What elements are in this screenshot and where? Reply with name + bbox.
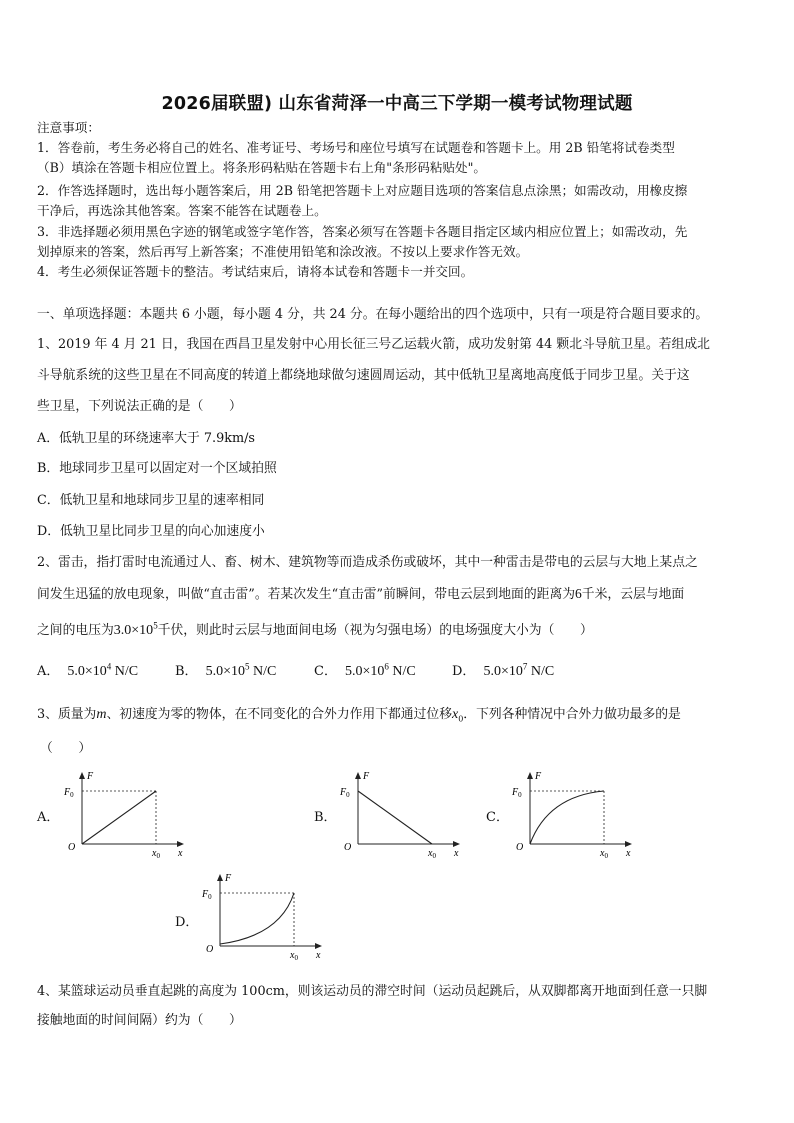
graph-c <box>508 768 638 860</box>
option-c: C． $5.0\times 10^6$ N/C <box>314 661 416 679</box>
notice-line: 划掉原来的答案，然后再写上新答案；不准使用铅笔和涂改液。不按以上要求作答无效。 <box>37 244 529 259</box>
f0-label: $F_0$ <box>64 787 74 799</box>
graph-d <box>198 870 328 962</box>
x0-label: $x_0$ <box>290 950 298 962</box>
x0-label: $x_0$ <box>600 848 608 860</box>
f0-label: $F_0$ <box>340 787 350 799</box>
y-arrow-icon <box>217 874 223 881</box>
section-heading: 一、单项选择题：本题共 6 小题，每小题 4 分，共 24 分。在每小题给出的四个选项中，只有一项是符合题目要求的。 <box>37 307 709 322</box>
x-label: x <box>316 950 321 961</box>
notice-line: 4．考生必须保证答题卡的整洁。考试结束后，请将本试卷和答题卡一并交回。 <box>37 264 474 279</box>
y-arrow-icon <box>79 772 85 779</box>
question-text: 1、2019 年 4 月 21 日，我国在西昌卫星发射中心用长征三号乙运载火箭，成功发射第 44 颗北斗导航卫星。若组成北 <box>37 337 710 352</box>
option-d: D．低轨卫星比同步卫星的向心加速度小 <box>37 524 265 539</box>
x-arrow-icon <box>625 841 632 847</box>
option-a: A． $5.0\times 10^4$ N/C <box>37 661 139 679</box>
question-text: 接触地面的时间间隔）约为（ ） <box>37 1013 242 1028</box>
option-d-label: D． <box>175 915 199 930</box>
option-d: D． $5.0\times 10^7$ N/C <box>452 661 555 679</box>
x-arrow-icon <box>177 841 184 847</box>
option-b-label: B． <box>314 810 337 825</box>
x-label: x <box>178 848 183 859</box>
option-c-label: C． <box>486 810 509 825</box>
curve <box>358 791 432 844</box>
question-text: 3、质量为m、初速度为零的物体，在不同变化的合外力作用下都通过位移$x_0$．下列各种情况中合外力做功最多的是 <box>37 707 681 724</box>
origin-label: O <box>344 842 352 853</box>
question-text: 间发生迅猛的放电现象，叫做“直击雷”。若某次发生“直击雷”前瞬间，带电云层到地面的距离为6千米，云层与地面 <box>37 586 685 602</box>
x0-label: $x_0$ <box>152 848 160 860</box>
question-text: 2、雷击，指打雷时电流通过人、畜、树木、建筑物等而造成杀伤或破坏，其中一种雷击是带电的云层与大地上某点之 <box>37 555 698 570</box>
x-arrow-icon <box>315 943 322 949</box>
notice-line: （B）填涂在答题卡相应位置上。将条形码粘贴在答题卡右上角"条形码粘贴处"。 <box>37 160 487 175</box>
notice-heading: 注意事项： <box>37 120 100 135</box>
notice-line: 3．非选择题必须用黑色字迹的钢笔或签字笔作答，答案必须写在答题卡各题目指定区域内相应位置上；如需改动，先 <box>37 224 688 239</box>
option-c: C．低轨卫星和地球同步卫星的速率相同 <box>37 493 265 508</box>
x-label: x <box>454 848 459 859</box>
option-a-label: A． <box>37 810 60 825</box>
f-label: F <box>363 771 370 782</box>
graph-b <box>336 768 466 860</box>
graph-a <box>60 768 190 860</box>
notice-line: 1．答卷前，考生务必将自己的姓名、准考证号、考场号和座位号填写在试题卷和答题卡上。用 2B 铅笔将试卷类型 <box>37 140 675 155</box>
origin-label: O <box>516 842 524 853</box>
curve <box>220 893 294 944</box>
question-text: （ ） <box>40 741 92 756</box>
f0-label: $F_0$ <box>202 889 212 901</box>
question-text: 4、某篮球运动员垂直起跳的高度为 100cm，则该运动员的滞空时间（运动员起跳后，从双脚都离开地面到任意一只脚 <box>37 984 708 999</box>
f-label: F <box>87 771 94 782</box>
question-text: 些卫星，下列说法正确的是（ ） <box>37 399 242 414</box>
origin-label: O <box>206 944 214 955</box>
option-a: A．低轨卫星的环绕速率大于 7.9km/s <box>37 431 255 446</box>
option-b: B．地球同步卫星可以固定对一个区域拍照 <box>37 461 277 476</box>
origin-label: O <box>68 842 76 853</box>
notice-line: 干净后，再选涂其他答案。答案不能答在试题卷上。 <box>37 203 327 218</box>
x0-label: $x_0$ <box>428 848 436 860</box>
x-arrow-icon <box>453 841 460 847</box>
option-b: B． $5.0\times 10^5$ N/C <box>175 661 277 679</box>
page-title: 2026届联盟) 山东省菏泽一中高三下学期一模考试物理试题 <box>161 94 633 114</box>
f-label: F <box>225 873 232 884</box>
x-label: x <box>626 848 631 859</box>
y-arrow-icon <box>355 772 361 779</box>
curve <box>530 791 604 844</box>
question-text: 之间的电压为$3.0\times 10^5$千伏，则此时云层与地面间电场（视为匀强电场）的电场强度大小为（ ） <box>37 620 593 638</box>
notice-line: 2．作答选择题时，选出每小题答案后，用 2B 铅笔把答题卡上对应题目选项的答案信息点涂黑；如需改动，用橡皮擦 <box>37 183 688 198</box>
f0-label: $F_0$ <box>512 787 522 799</box>
curve <box>82 791 156 844</box>
question-text: 斗导航系统的这些卫星在不同高度的转道上都绕地球做匀速圆周运动，其中低轨卫星离地高度低于同步卫星。关于这 <box>37 368 690 383</box>
y-arrow-icon <box>527 772 533 779</box>
f-label: F <box>535 771 542 782</box>
